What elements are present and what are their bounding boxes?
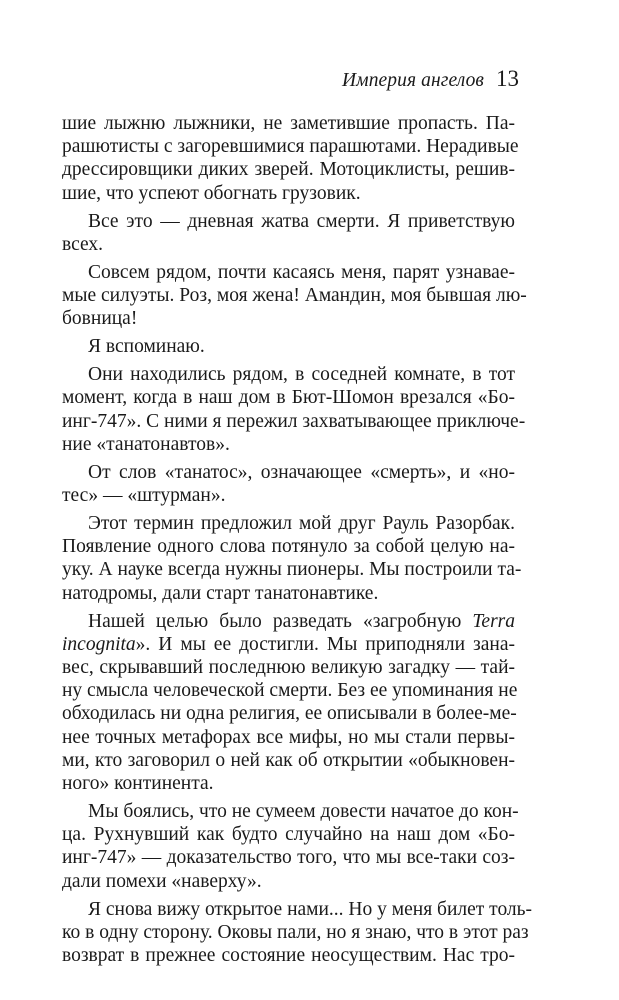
line-text: возврат в прежнее состояние неосуществим. Нас тро- [62,945,515,967]
line-text: Они находились рядом, в соседней комнате, в тот [88,364,515,386]
line-text: ние «танатонавтов». [62,433,230,455]
line-text: бовница! [62,308,138,330]
line-text: От слов «танатос», означающее «смерть», и «но- [88,461,515,483]
line-text: ». И мы ее достигли. Мы приподняли зана- [135,633,515,655]
text-line [62,512,515,535]
text-line [62,772,515,795]
text-line [62,944,515,967]
paragraph [62,335,515,358]
line-text: тес» — «штурман». [62,485,226,507]
text-line [62,210,515,233]
line-text: момент, когда в наш дом в Бют-Шомон врезался «Бо- [62,387,515,409]
line-text: Этот термин предложил мой друг Рауль Разорбак. [88,513,515,535]
line-text: Я снова вижу открытое нами... Но у меня билет толь- [88,898,533,920]
line-text: уку. А науке всегда нужны пионеры. Мы построили та- [62,559,522,581]
line-text: рашютисты с загоревшимися парашютами. Нерадивые [62,136,519,158]
text-line [62,386,515,409]
text-line [62,633,515,656]
text-line [62,582,515,605]
line-text: дали помехи «наверху». [62,870,262,892]
text-line [62,363,515,386]
paragraph [62,261,527,331]
line-text: Нашей целью было разведать «загробную [88,610,473,632]
italic-term: incognita [62,633,136,655]
text-line [62,726,515,749]
text-line [62,702,515,725]
text-line [62,870,515,893]
text-line [62,112,515,135]
line-text: натодромы, дали старт танатонавтике. [62,582,379,604]
paragraph [62,610,518,796]
paragraph [62,112,519,205]
line-text: Все это — дневная жатва смерти. Я приветствую [88,210,515,232]
paragraph [62,898,533,968]
line-text: мые силуэты. Роз, моя жена! Амандин, моя бывшая лю- [62,285,527,307]
running-title: Империя ангелов [341,70,484,91]
text-line [62,182,515,205]
text-line [62,535,515,558]
text-line [62,484,515,507]
text-line [62,610,515,633]
paragraph [62,363,526,456]
line-text: Совсем рядом, почти касаясь меня, парят узнавае- [88,261,515,283]
line-text: Появление одного слова потянуло за собой целую на- [62,536,515,558]
text-line [62,261,515,284]
text-line [62,335,515,358]
paragraph [62,512,522,605]
text-line [62,846,515,869]
text-line [62,679,518,702]
body-text [62,112,533,972]
line-text: инг-747» — доказательство того, что мы все-таки соз- [62,847,515,869]
paragraph [62,461,515,507]
line-text: шие лыжню лыжники, не заметившие пропасть. Па- [62,113,515,134]
line-text: Мы боялись, что не сумеем довести начатое до кон- [88,801,519,823]
text-line [62,158,515,181]
text-line [62,284,527,307]
running-head [342,66,519,92]
line-text: ко в одну сторону. Оковы пали, но я знаю, что в этот раз [62,921,529,943]
text-line [62,749,515,772]
italic-term: Terra [472,610,515,632]
paragraph [62,210,515,256]
text-line [62,823,515,846]
text-line [62,921,529,944]
line-text: ми, кто заговорил о ней как об открытии «обыкновен- [62,749,515,771]
line-text: вес, скрывавший последнюю великую загадку — тай- [62,657,515,679]
text-line [62,433,515,456]
text-line [62,307,515,330]
text-line [62,461,515,484]
text-line [62,898,533,921]
text-line [62,800,519,823]
line-text: ного» континента. [62,773,214,795]
line-text: нее точных метафорах все мифы, но мы стали первы- [62,726,515,748]
line-text: ца. Рухнувший как будто случайно на наш дом «Бо- [62,824,515,846]
line-text: ну смысла человеческой смерти. Без ее упоминания не [62,680,518,702]
page-number: 13 [496,66,519,91]
paragraph [62,800,519,893]
line-text: Я вспоминаю. [88,336,205,358]
text-line [62,233,515,256]
line-text: шие, что успеют обогнать грузовик. [62,182,361,204]
line-text: инг-747». С ними я пережил захватывающее приключе- [62,410,526,432]
line-text: всех. [62,233,104,255]
line-text: обходилась ни одна религия, ее описывали в более-ме- [62,703,517,725]
line-text: дрессировщики диких зверей. Мотоциклисты, решив- [62,159,515,181]
text-line [62,656,515,679]
text-line [62,135,519,158]
text-line [62,558,522,581]
text-line [62,410,526,433]
